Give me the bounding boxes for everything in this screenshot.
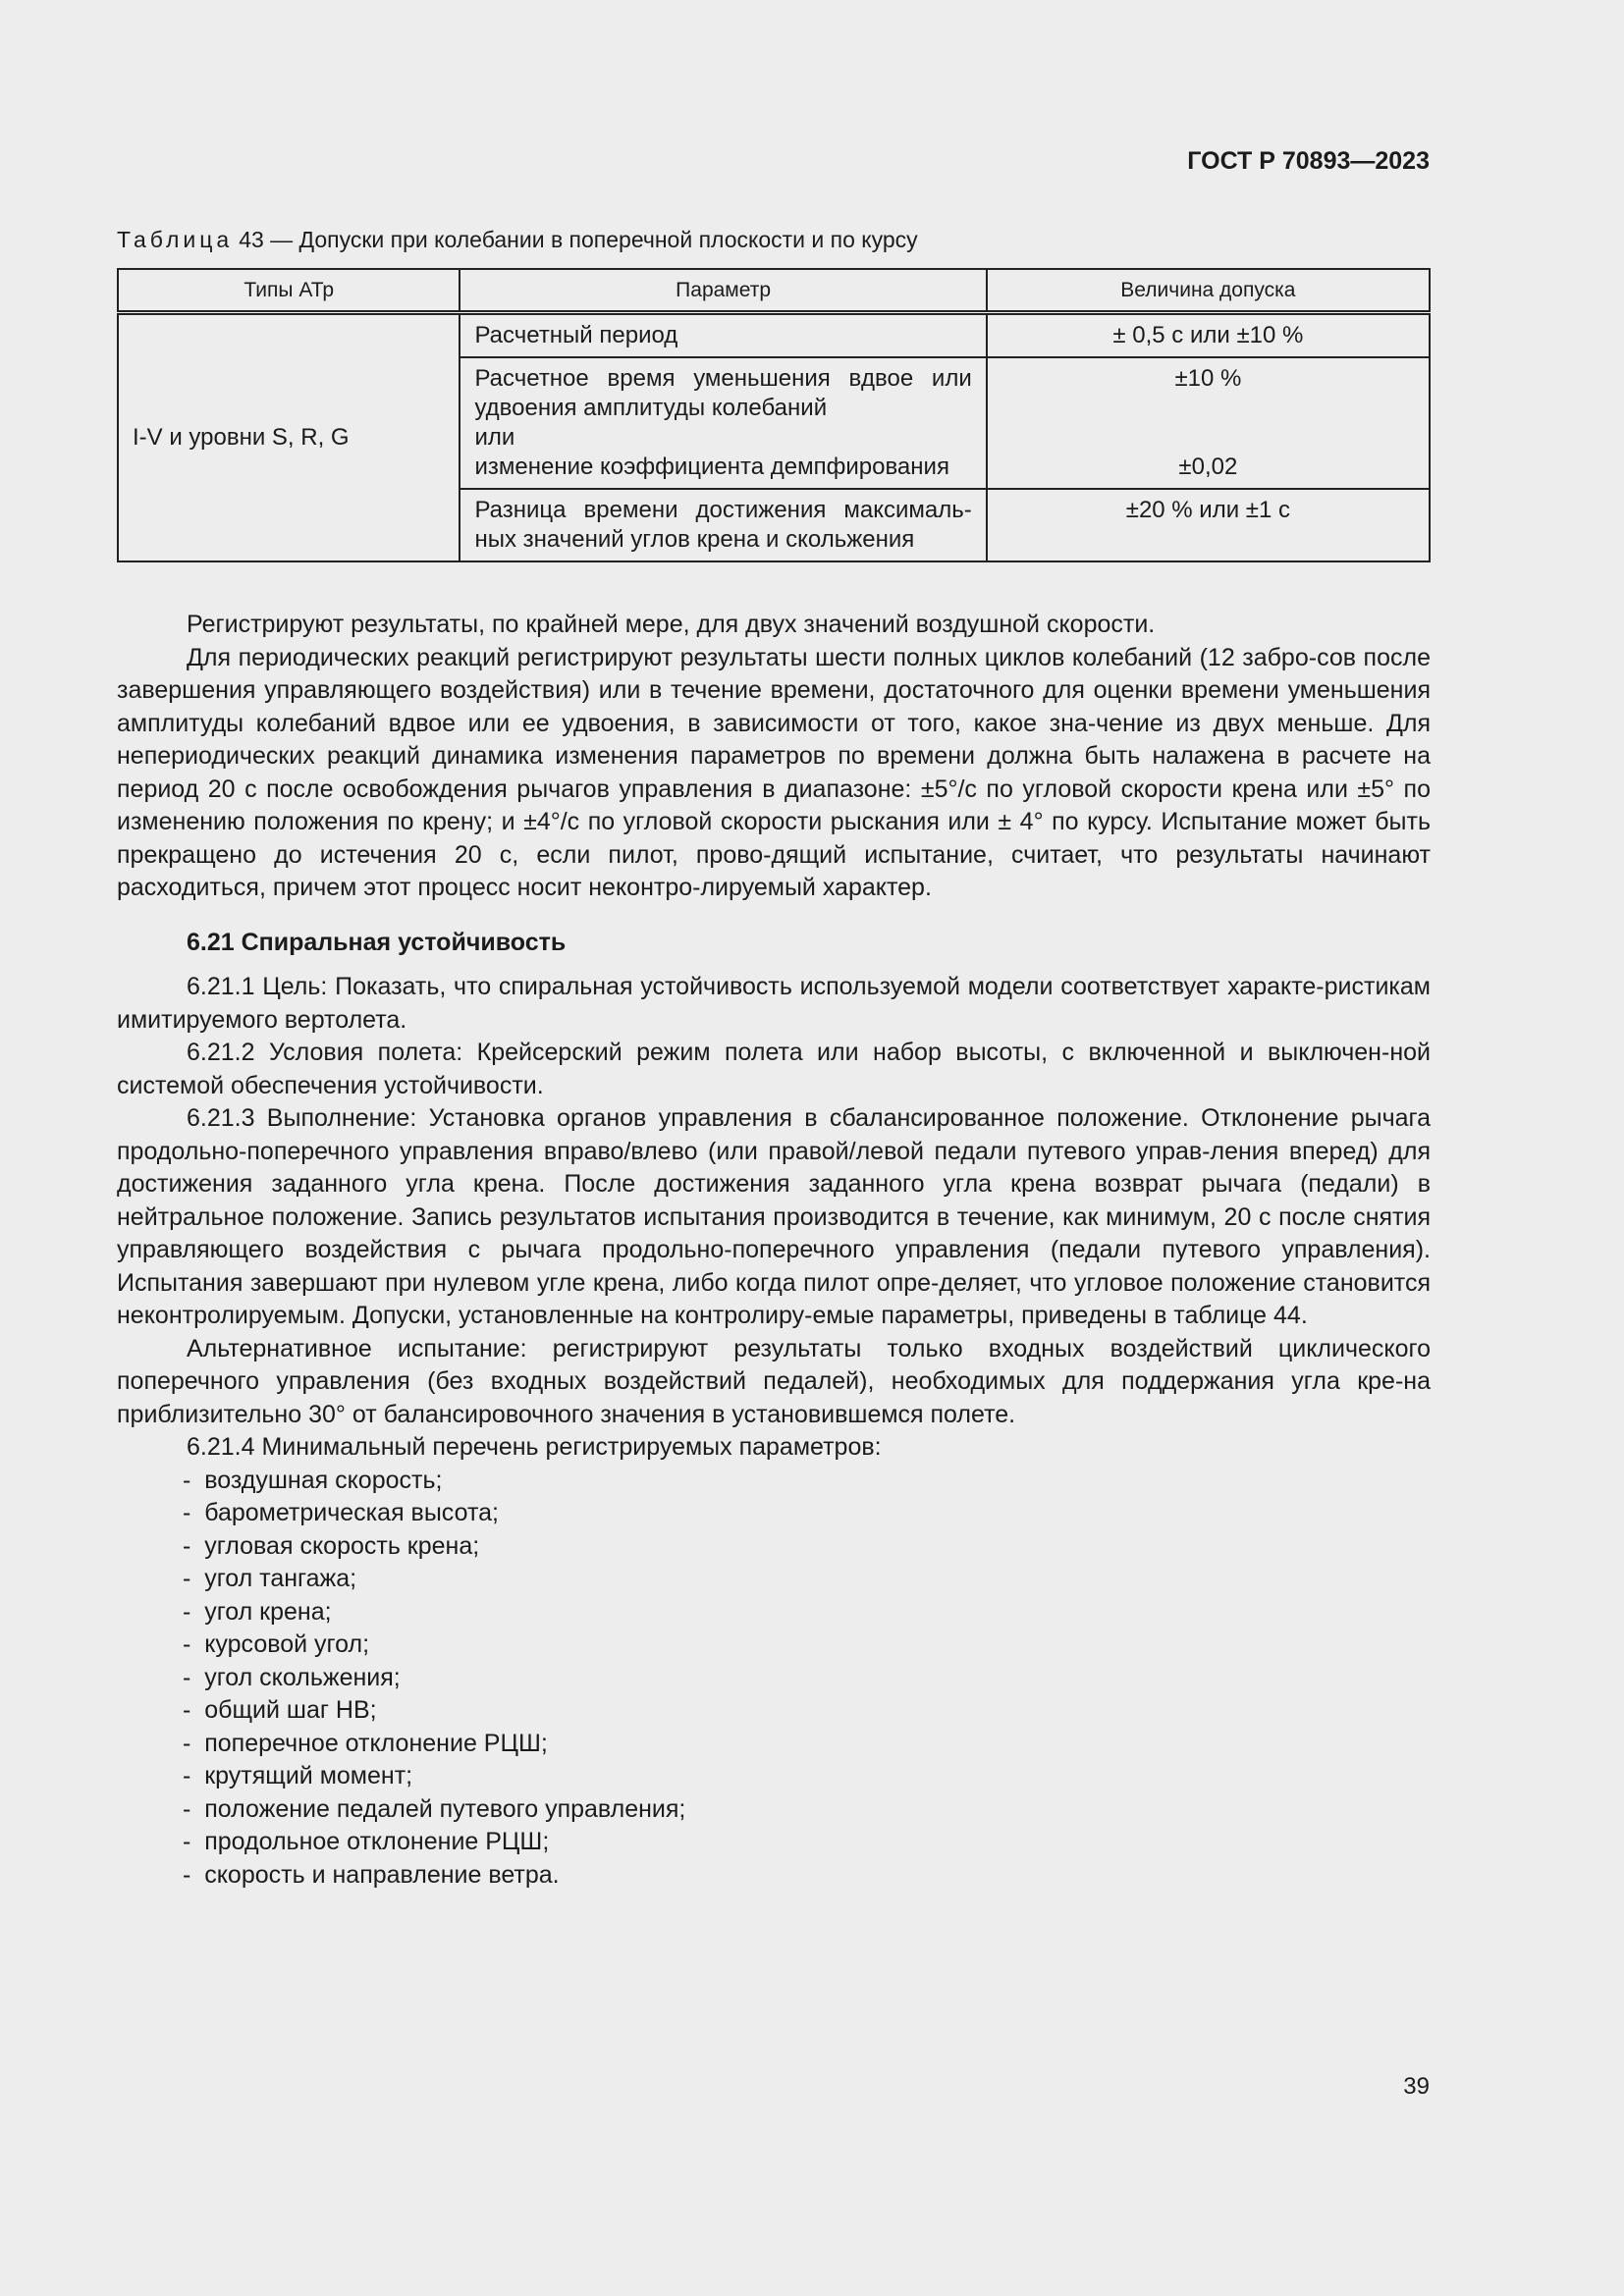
column-header-parameter: Параметр [460, 269, 986, 313]
paragraph: 6.21.3 Выполнение: Установка органов управления в сбалансированное положение. Отклонение рычага продольно-поперечного управления вправо/влево (или правой/левой педали путевого управ-ления вперед) для достижения заданного угла крена. После достижения заданного угла крена возврат рычага (педали) в нейтральное положение. Запись результатов испытания производится в течение, как минимум, 20 с после снятия управляющего воздействия с рычага продольно-поперечного управления (педали путевого управления). Испытания завершают при нулевом угле крена, либо когда пилот опре-деляет, что угловое положение становится неконтролируемым. Допуски, установленные на контролиру-емые параметры, приведены в таблице 44. [117, 1104, 1431, 1329]
list-item: - продольное отклонение РЦШ; [183, 1826, 1431, 1859]
parameter-text: Расчетное время уменьшения вдвое или удвоения амплитуды колебаний [474, 365, 972, 421]
paragraph: 6.21.4 Минимальный перечень регистрируемых параметров: [187, 1433, 882, 1461]
parameter-cell [460, 357, 986, 489]
paragraph: Регистрируют результаты, по крайней мере, для двух значений воздушной скорости. [187, 611, 1156, 638]
list-item: - крутящий момент; [183, 1760, 1431, 1793]
paragraph: Для периодических реакций регистрируют результаты шести полных циклов колебаний (12 забро-сов после завершения управляющего воздействия) или в течение времени, достаточного для оценки времени уменьшения амплитуды колебаний вдвое или ее удвоения, в зависимости от того, какое зна-чение из двух меньше. Для непериодических реакций динамика изменения параметров по времени должна быть налажена в расчете на период 20 с после освобождения рычагов управления в диапазоне: ±5°/с по угловой скорости крена или ±5° по изменению положения по крену; и ±4°/с по угловой скорости рыскания или ± 4° по курсу. Испытание может быть прекращено до истечения 20 с, если пилот, прово-дящий испытание, считает, что результаты начинают расходиться, причем этот процесс носит неконтро-лируемый характер. [117, 643, 1431, 901]
list-item: - угол крена; [183, 1596, 1431, 1629]
table-header-row [118, 269, 1430, 313]
column-header-tolerance: Величина допуска [987, 269, 1430, 313]
type-cell: I-V и уровни S, R, G [118, 313, 460, 562]
document-code: ГОСТ Р 70893—2023 [1187, 147, 1430, 175]
list-item: - положение педалей путевого управления; [183, 1793, 1431, 1827]
paragraph: 6.21.2 Условия полета: Крейсерский режим полета или набор высоты, с включенной и выключен-ной системой обеспечения устойчивости. [117, 1039, 1431, 1099]
table-row [118, 313, 1430, 358]
paragraph: Альтернативное испытание: регистрируют результаты только входных воздействий циклического поперечного управления (без входных воздействий педалей), необходимых для поддержания угла кре-на приблизительно 30° от балансировочного значения в установившемся полете. [117, 1334, 1431, 1428]
list-item: - угол тангажа; [183, 1563, 1431, 1596]
tolerance-table [117, 268, 1431, 562]
body-text [117, 609, 1431, 1892]
parameter-cell: Расчетный период [460, 313, 986, 358]
tolerance-cell: ±20 % или ±1 с [987, 489, 1430, 561]
paragraph: 6.21.1 Цель: Показать, что спиральная устойчивость используемой модели соответствует характе-ристикам имитируемого вертолета. [117, 973, 1431, 1034]
column-header-type: Типы АТр [118, 269, 460, 313]
parameter-cell: Разница времени достижения максималь-ных значений углов крена и скольжения [460, 489, 986, 561]
list-item: - скорость и направление ветра. [183, 1859, 1431, 1893]
list-item: - барометрическая высота; [183, 1497, 1431, 1530]
table-caption-word: Таблица [117, 227, 234, 252]
list-item: - угловая скорость крена; [183, 1530, 1431, 1564]
section-heading: 6.21 Спиральная устойчивость [187, 928, 567, 956]
list-item: - воздушная скорость; [183, 1465, 1431, 1498]
table-caption-title: 43 — Допуски при колебании в поперечной плоскости и по курсу [239, 227, 918, 252]
list-item: - поперечное отклонение РЦШ; [183, 1728, 1431, 1761]
tolerance-cell [987, 357, 1430, 489]
tolerance-value: ±0,02 [1178, 454, 1238, 480]
list-item: - угол скольжения; [183, 1662, 1431, 1695]
parameter-or: или [474, 424, 515, 451]
parameter-list [117, 1465, 1431, 1893]
page-number: 39 [1403, 2073, 1430, 2100]
parameter-text: изменение коэффициента демпфирования [474, 454, 949, 480]
list-item: - курсовой угол; [183, 1629, 1431, 1662]
tolerance-cell: ± 0,5 с или ±10 % [987, 313, 1430, 358]
table-caption [117, 227, 918, 253]
tolerance-value: ±10 % [1174, 365, 1242, 392]
list-item: - общий шаг НВ; [183, 1694, 1431, 1728]
